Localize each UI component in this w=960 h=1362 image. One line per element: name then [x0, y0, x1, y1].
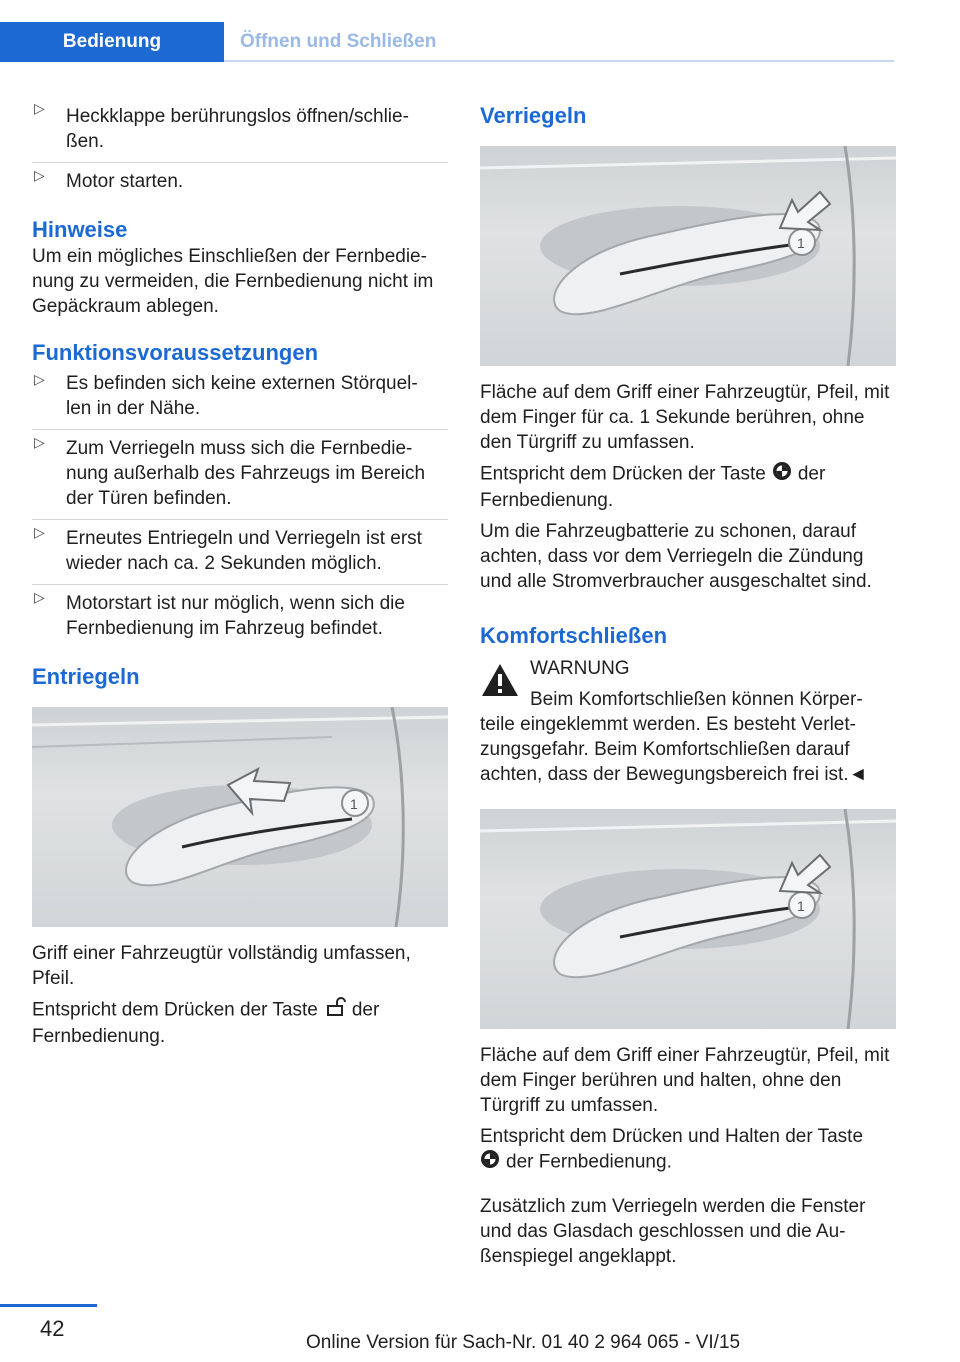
list-item — [32, 585, 448, 649]
komfort-caption: Fläche auf dem Griff einer Fahrzeugtür, Pfeil, mit dem Finger berühren und halten, ohne den Türgriff zu umfassen. — [480, 1045, 890, 1116]
list-item — [32, 520, 448, 584]
door-handle-illustration — [480, 809, 896, 1029]
warning-triangle-icon — [480, 662, 520, 705]
requirements-list — [32, 367, 448, 649]
komfort-key-after: der Fernbedienung. — [506, 1151, 672, 1173]
komfort-key-before: Entspricht dem Drücken und Halten der Taste — [480, 1126, 864, 1147]
section-tab[interactable]: Öffnen und Schließen — [240, 31, 437, 52]
verriegeln-note: Um die Fahrzeugbatterie zu schonen, darauf achten, dass vor dem Verriegeln die Zündung und alle Stromverbraucher ausgeschaltet sind. — [480, 521, 872, 592]
triangle-bullet-icon: ▷ — [34, 100, 45, 116]
door-handle-illustration — [480, 146, 896, 366]
triangle-bullet-icon: ▷ — [34, 371, 45, 387]
list-item — [32, 367, 448, 429]
bmw-logo-key-icon — [772, 461, 792, 488]
heading-komfortschliessen: Komfortschließen — [480, 623, 668, 648]
verriegeln-key-after: der Fernbedienung. — [480, 463, 826, 511]
left-column — [32, 96, 448, 1049]
footer-divider — [0, 1304, 97, 1307]
entriegeln-key-before: Entspricht dem Drücken der Taste — [32, 999, 318, 1021]
heading-funktionsvoraussetzungen: Funktionsvoraussetzungen — [32, 340, 319, 365]
list-item-text: Motorstart ist nur möglich, wenn sich die Fernbedienung im Fahrzeug befindet. — [66, 593, 405, 639]
warning-label: WARNUNG — [530, 658, 630, 679]
komfort-key-text — [480, 1124, 896, 1176]
door-handle-unlock-photo — [32, 707, 448, 927]
warning-text-rest: teile eingeklemmt werden. Es besteht Verlet‐ zungsgefahr. Beim Komfortschließen darauf achten, dass der Bewegungsbereich frei ist.◄ — [480, 714, 868, 785]
svg-text:1: 1 — [797, 898, 805, 914]
entriegeln-key-after: der Fernbedienung. — [32, 999, 380, 1047]
svg-text:1: 1 — [797, 235, 805, 251]
warning-block — [480, 656, 896, 712]
list-item — [32, 430, 448, 519]
list-item-text: Zum Verriegeln muss sich die Fernbedie‐ nung außerhalb des Fahrzeugs im Bereich der Türen befinden. — [66, 438, 426, 509]
door-handle-illustration — [32, 707, 448, 927]
list-item — [32, 96, 448, 162]
feature-list — [32, 96, 448, 202]
heading-entriegeln: Entriegeln — [32, 664, 140, 689]
triangle-bullet-icon: ▷ — [34, 524, 45, 540]
hinweise-text: Um ein mögliches Einschließen der Fernbedie‐ nung zu vermeiden, die Fernbedienung nicht im Gepäckraum ablegen. — [32, 246, 434, 317]
online-version-note: Online Version für Sach-Nr. 01 40 2 964 065 - VI/15 — [306, 1332, 741, 1353]
entriegeln-key-text — [32, 997, 448, 1049]
triangle-bullet-icon: ▷ — [34, 589, 45, 605]
list-item-text: Erneutes Entriegeln und Verriegeln ist erst wieder nach ca. 2 Sekunden möglich. — [66, 528, 422, 574]
list-item-text: Es befinden sich keine externen Störquel‐ len in der Nähe. — [66, 373, 418, 419]
komfort-note: Zusätzlich zum Verriegeln werden die Fenster und das Glasdach geschlossen und die Au‐ ßenspiegel angeklappt. — [480, 1196, 866, 1267]
list-item-text: Motor starten. — [66, 171, 184, 192]
list-item-text: Heckklappe berührungslos öffnen/schlie‐ ßen. — [66, 106, 409, 152]
svg-text:1: 1 — [350, 796, 358, 812]
list-item — [32, 163, 448, 202]
verriegeln-key-before: Entspricht dem Drücken der Taste — [480, 463, 766, 485]
chapter-tab[interactable]: Bedienung — [0, 22, 224, 62]
page-number: 42 — [40, 1316, 65, 1341]
right-column — [480, 96, 896, 1269]
entriegeln-caption: Griff einer Fahrzeugtür vollständig umfassen, Pfeil. — [32, 943, 411, 989]
heading-hinweise: Hinweise — [32, 217, 128, 242]
triangle-bullet-icon: ▷ — [34, 167, 45, 183]
door-handle-lock-photo — [480, 146, 896, 366]
bmw-logo-key-icon — [480, 1149, 500, 1176]
header-divider — [224, 60, 894, 62]
heading-verriegeln: Verriegeln — [480, 103, 587, 128]
warning-text-first: Beim Komfortschließen können Körper‐ — [530, 689, 863, 710]
door-handle-comfort-photo — [480, 809, 896, 1029]
verriegeln-key-text — [480, 461, 896, 513]
unlock-key-icon — [324, 997, 346, 1024]
triangle-bullet-icon: ▷ — [34, 434, 45, 450]
verriegeln-caption: Fläche auf dem Griff einer Fahrzeugtür, Pfeil, mit dem Finger für ca. 1 Sekunde berühren, ohne den Türgriff zu umfassen. — [480, 382, 890, 453]
